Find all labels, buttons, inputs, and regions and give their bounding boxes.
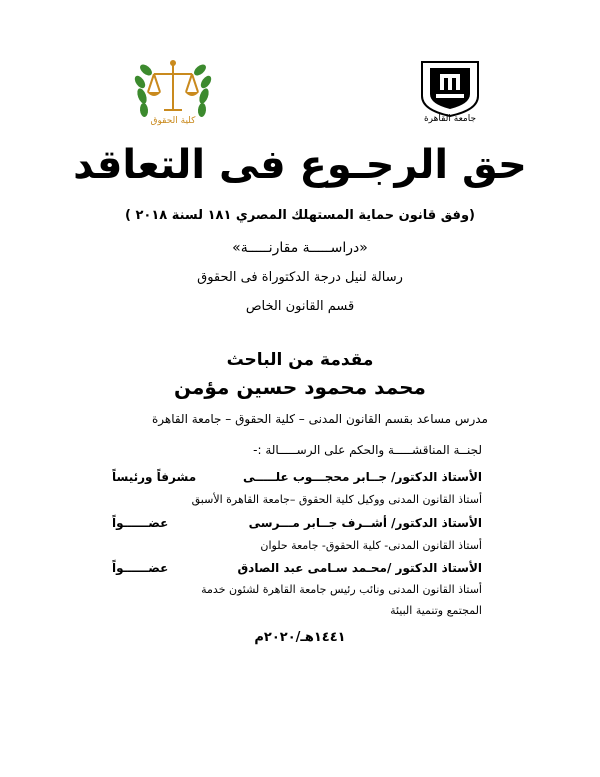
study-type: «دراســـــة مقارنـــــة» [232, 240, 368, 256]
member-role: عضــــــواً [112, 516, 169, 530]
member-name: الأستاذ الدكتور /محـمد سـامى عبد الصادق [237, 561, 482, 575]
committee-heading: لجنــة المناقشـــــة والحكم على الرســـــالة :- [253, 443, 482, 457]
department: قسم القانون الخاص [245, 299, 355, 314]
presented-by-label: مقدمة من الباحث [226, 350, 374, 370]
member-role: عضــــــواً [112, 561, 169, 575]
university-emblem-icon [418, 56, 482, 118]
cairo-university-logo [418, 56, 482, 122]
university-caption: جامعة القاهرة [423, 114, 477, 124]
member-title: أستاذ القانون المدنى ووكيل كلية الحقوق –جامعة القاهرة الأسبق [191, 493, 482, 506]
committee-member [112, 470, 482, 484]
thesis-date: ١٤٤١هـ/٢٠٢٠م [254, 630, 346, 645]
member-title-continued: المجتمع وتنمية البيئة [390, 604, 482, 617]
faculty-of-law-logo [132, 52, 214, 146]
member-title: أستاذ القانون المدنى- كلية الحقوق- جامعة حلوان [260, 539, 482, 552]
committee-member [112, 516, 482, 530]
thesis-description: رسالة لنيل درجة الدكتوراة فى الحقوق [197, 270, 403, 285]
faculty-caption: كلية الحقوق [150, 116, 196, 126]
member-title: أستاذ القانون المدنى ونائب رئيس جامعة القاهرة لشئون خدمة [201, 583, 482, 596]
scales-wreath-icon [132, 52, 214, 142]
thesis-subtitle: (وفق قانون حماية المستهلك المصري ١٨١ لسنة ٢٠١٨ ) [125, 208, 475, 223]
member-name: الأستاذ الدكتور/ أشــرف جــابر مـــرسى [248, 516, 482, 530]
member-name: الأستاذ الدكتور/ جــابر محجـــوب علـــــى [242, 470, 482, 484]
thesis-title: حق الرجـوع فى التعاقد [73, 142, 527, 188]
member-role: مشرفاً ورئيساً [112, 470, 197, 484]
committee-member [112, 561, 482, 575]
author-affiliation: مدرس مساعد بقسم القانون المدنى – كلية الحقوق – جامعة القاهرة [151, 412, 488, 426]
author-name: محمد محمود حسين مؤمن [174, 375, 426, 399]
